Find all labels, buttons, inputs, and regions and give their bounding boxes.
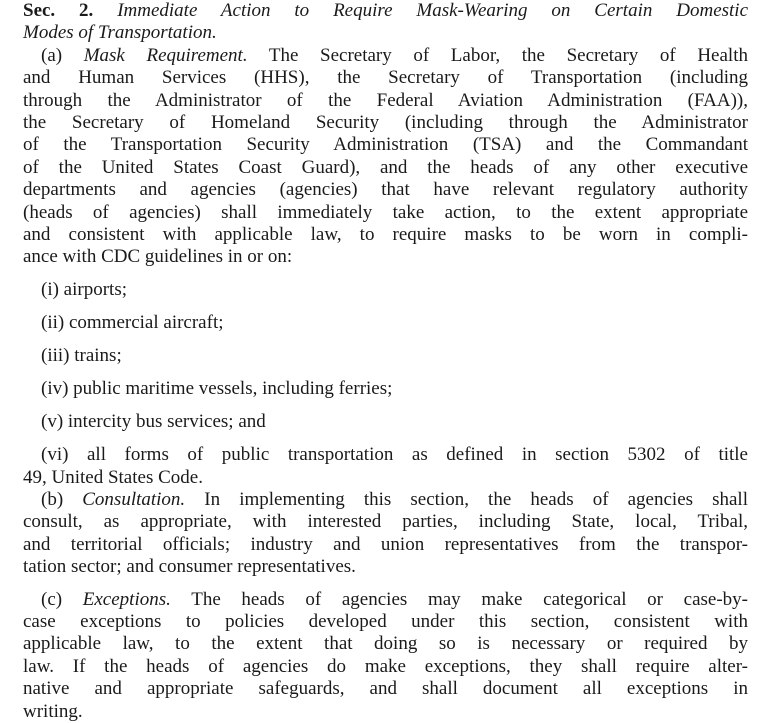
- list-item-maritime-vessels: (iv) public maritime vessels, including ferries;: [41, 378, 393, 400]
- para-a-line: and Human Services (HHS), the Secretary of Transportation (including: [23, 67, 748, 89]
- para-a-marker: (a): [41, 44, 63, 66]
- para-a-line-1-text: The Secretary of Labor, the Secretary of Health: [268, 44, 748, 66]
- para-c-heading: Exceptions.: [82, 588, 171, 610]
- para-b-heading: Consultation.: [82, 488, 186, 510]
- para-a-line: ance with CDC guidelines in or on:: [23, 246, 293, 268]
- para-c-line: native and appropriate safeguards, and shall document all exceptions in: [23, 678, 748, 700]
- para-a-heading: Mask Requirement.: [83, 44, 248, 66]
- section-title-part-1: Immediate Action to Require Mask-Wearing on Certain Domestic: [117, 0, 749, 21]
- para-a-line: departments and agencies (agencies) that have relevant regulatory authority: [23, 179, 748, 201]
- list-item-trains: (iii) trains;: [41, 345, 122, 367]
- para-a-line: and consistent with applicable law, to require masks to be worn in compli-: [23, 223, 748, 245]
- para-c-line: applicable law, to the extent that doing so is necessary or required by: [23, 633, 748, 655]
- list-item-public-transportation-line-1: (vi) all forms of public transportation as defined in section 5302 of title: [41, 444, 748, 466]
- para-a-line: (heads of agencies) shall immediately take action, to the extent appropriate: [23, 201, 748, 223]
- para-b-line: consult, as appropriate, with interested parties, including State, local, Tribal,: [23, 511, 748, 533]
- para-a-line: through the Administrator of the Federal Aviation Administration (FAA)),: [23, 89, 748, 111]
- para-b-line-1: [23, 489, 748, 511]
- para-b-line-1-text: In implementing this section, the heads of agencies shall: [204, 488, 748, 510]
- list-item-commercial-aircraft: (ii) commercial aircraft;: [41, 312, 224, 334]
- para-c-line-1: [23, 589, 748, 611]
- section-heading-line-2: [23, 22, 748, 44]
- para-c-line: writing.: [23, 700, 83, 722]
- section-label: Sec. 2.: [23, 0, 94, 21]
- para-c-marker: (c): [41, 588, 63, 610]
- para-c-line-1-text: The heads of agencies may make categorical or case-by-: [191, 588, 748, 610]
- para-c-line: case exceptions to policies developed under this section, consistent with: [23, 610, 748, 632]
- para-a-line: of the United States Coast Guard), and the heads of any other executive: [23, 156, 748, 178]
- list-item-public-transportation-line-2: 49, United States Code.: [23, 466, 203, 488]
- section-title-part-2: Modes of Transportation.: [23, 22, 217, 44]
- para-b-line: tation sector; and consumer representatives.: [23, 556, 356, 578]
- para-b-marker: (b): [41, 488, 64, 510]
- section-heading-line-1: [23, 0, 748, 22]
- para-a-line: of the Transportation Security Administration (TSA) and the Commandant: [23, 134, 748, 156]
- para-a-line: the Secretary of Homeland Security (including through the Administrator: [23, 111, 748, 133]
- para-c-line: law. If the heads of agencies do make exceptions, they shall require alter-: [23, 655, 748, 677]
- list-item-airports: (i) airports;: [41, 279, 128, 301]
- para-b-line: and territorial officials; industry and union representatives from the transpor-: [23, 533, 748, 555]
- para-a-line-1: [23, 45, 748, 67]
- list-item-intercity-bus: (v) intercity bus services; and: [41, 411, 266, 433]
